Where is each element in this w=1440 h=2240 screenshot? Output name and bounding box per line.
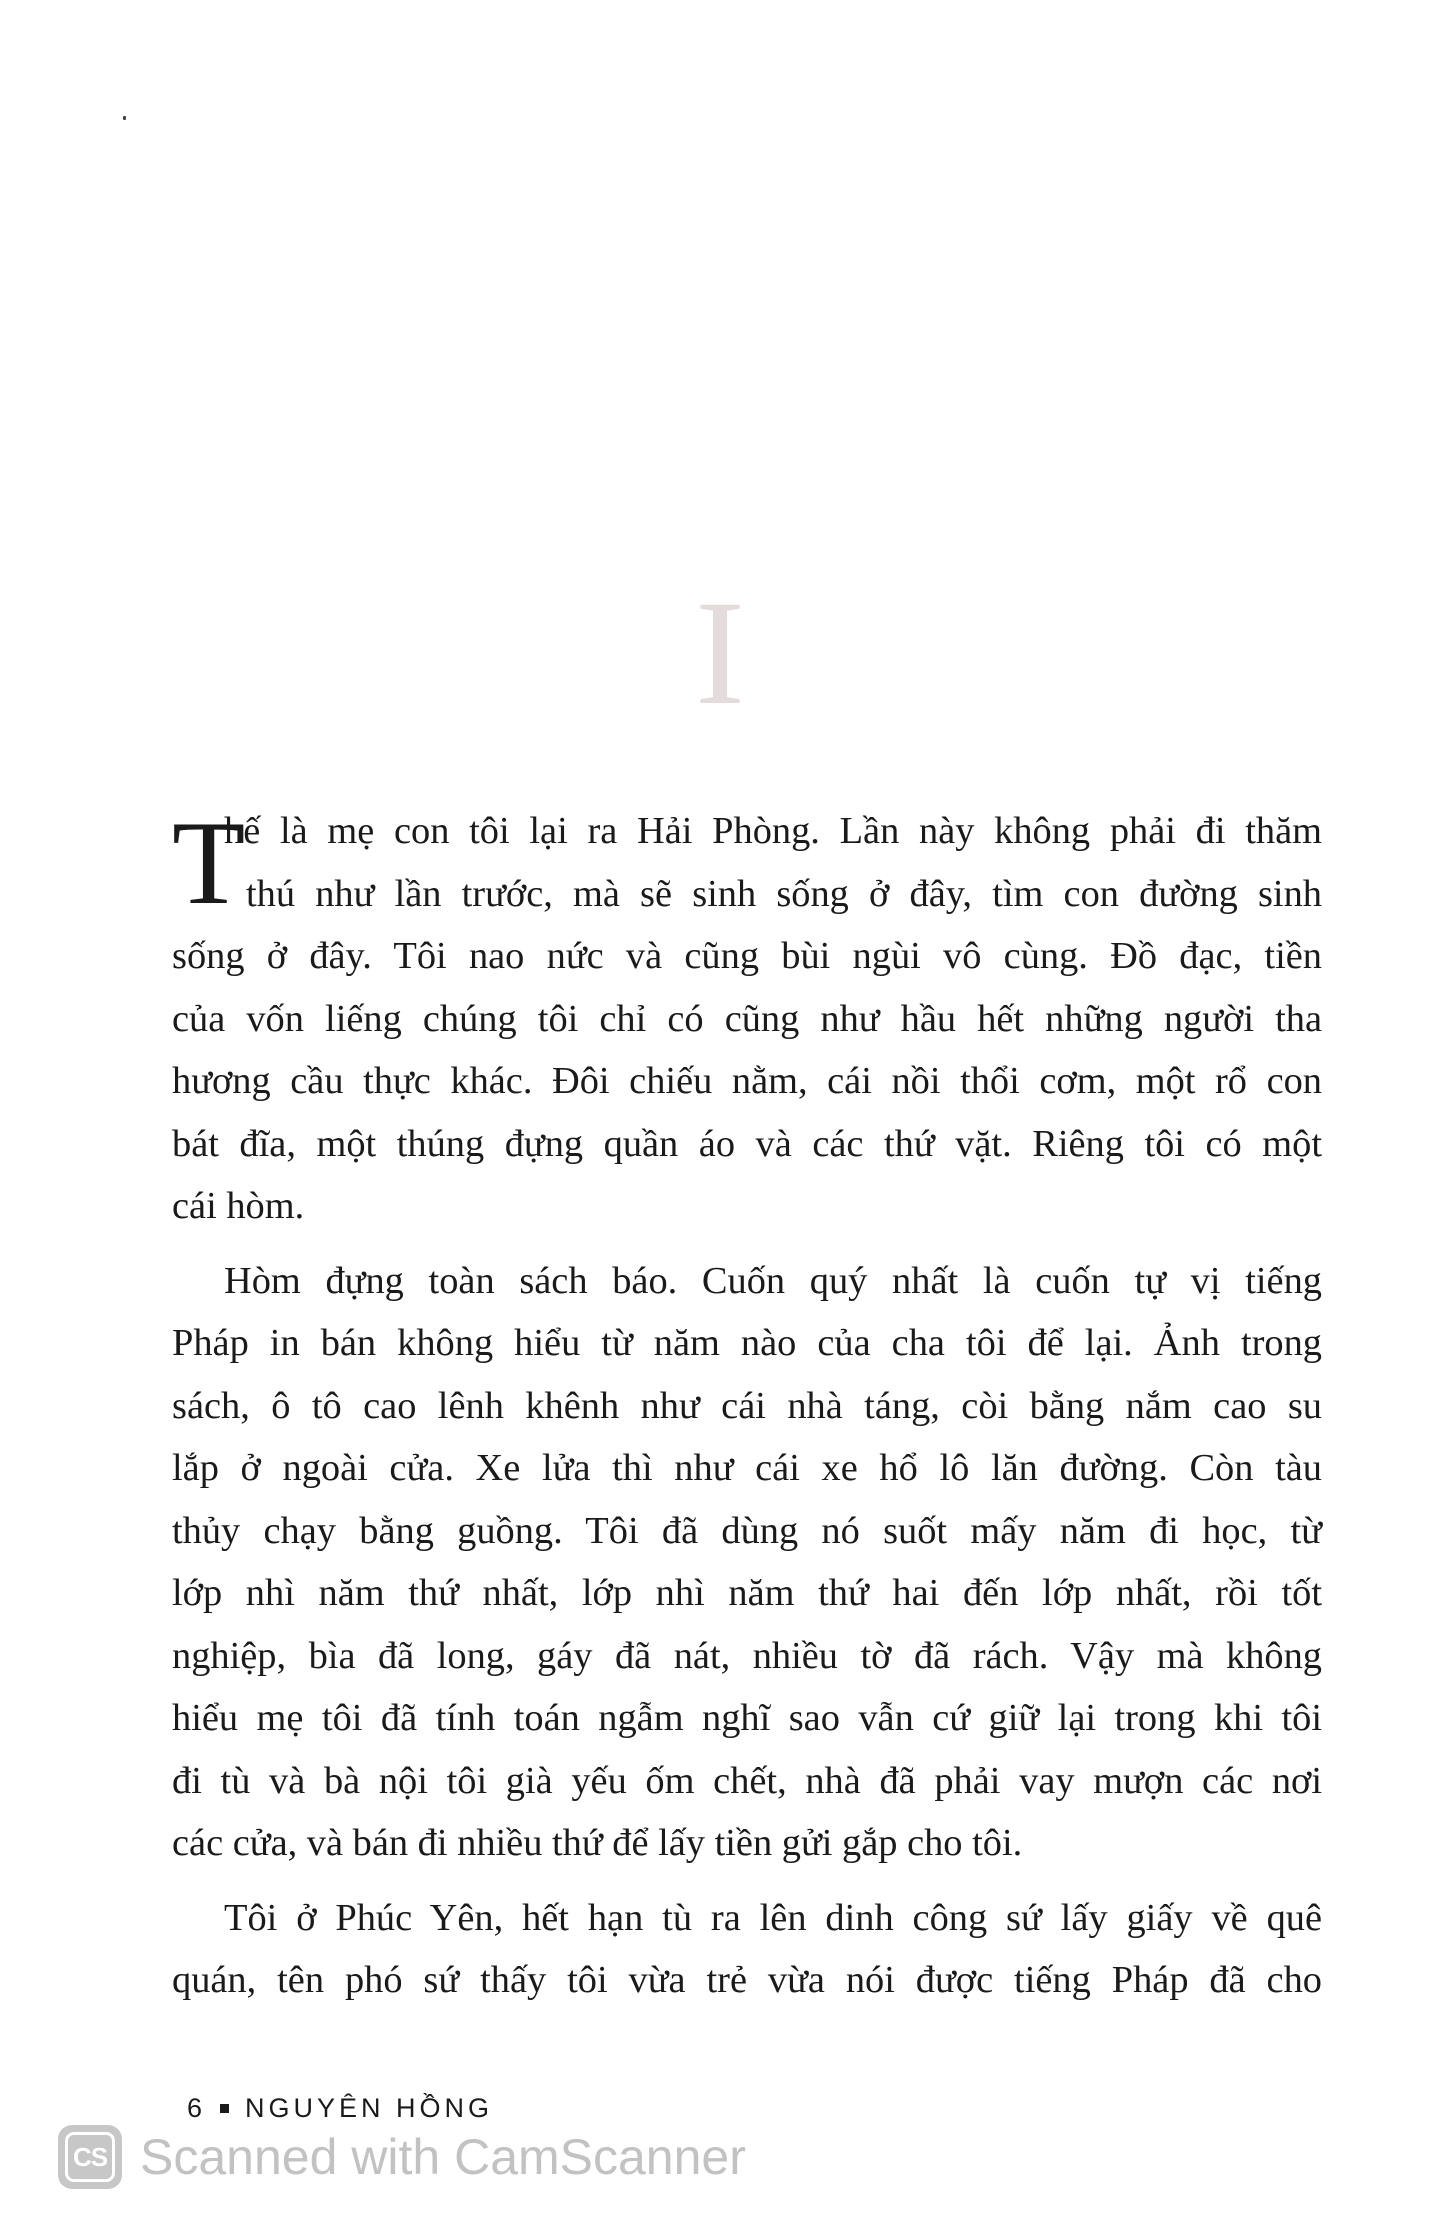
text-line: sống ở đây. Tôi nao nức và cũng bùi ngùi vô cùng. Đồ đạc, tiền [172,935,1322,977]
body-text [172,796,1322,2012]
text-line: hương cầu thực khác. Đôi chiếu nằm, cái nồi thổi cơm, một rổ con [172,1060,1322,1102]
text-line: Hòm đựng toàn sách báo. Cuốn quý nhất là cuốn tự vị tiếng [224,1259,1322,1302]
paragraph-2 [172,1250,1322,1875]
paragraph-3 [172,1887,1322,2012]
text-line: lắp ở ngoài cửa. Xe lửa thì như cái xe hổ lô lăn đường. Còn tàu [172,1447,1322,1489]
page-footer [187,2093,493,2124]
page-number: 6 [187,2093,207,2123]
text-line: quán, tên phó sứ thấy tôi vừa trẻ vừa nói được tiếng Pháp đã cho [172,1959,1322,2001]
text-line: Pháp in bán không hiểu từ năm nào của cha tôi để lại. Ảnh trong [172,1322,1322,1364]
text-line: Tôi ở Phúc Yên, hết hạn tù ra lên dinh công sứ lấy giấy về quê [224,1896,1322,1939]
text-line: hế là mẹ con tôi lại ra Hải Phòng. Lần này không phải đi thăm [224,810,1322,852]
text-line: của vốn liếng chúng tôi chỉ có cũng như hầu hết những người tha [172,997,1322,1040]
camscanner-watermark [58,2125,746,2189]
text-line: thủy chạy bằng guồng. Tôi đã dùng nó suốt mấy năm đi học, từ [172,1509,1322,1552]
footer-separator-icon [220,2104,229,2113]
author-name: NGUYÊN HỒNG [245,2093,494,2123]
text-line: sách, ô tô cao lênh khênh như cái nhà táng, còi bằng nắm cao su [172,1384,1322,1427]
text-line: lớp nhì năm thứ nhất, lớp nhì năm thứ hai đến lớp nhất, rồi tốt [172,1572,1322,1614]
paragraph-1 [172,796,1322,1238]
text-line: hiểu mẹ tôi đã tính toán ngẫm nghĩ sao vẫn cứ giữ lại trong khi tôi [172,1697,1322,1739]
drop-cap: T [172,796,246,929]
paragraph-gap [172,1875,1322,1887]
watermark-text: Scanned with CamScanner [140,2129,746,2185]
text-line: nghiệp, bìa đã long, gáy đã nát, nhiều tờ đã rách. Vậy mà không [172,1634,1322,1677]
camscanner-logo-icon [58,2125,122,2189]
text-line: bát đĩa, một thúng đựng quần áo và các thứ vặt. Riêng tôi có một [172,1122,1322,1165]
text-line: các cửa, và bán đi nhiều thứ để lấy tiền gửi gắp cho tôi. [172,1822,1023,1864]
camscanner-logo-text: CS [65,2132,115,2182]
text-line: cái hòm. [172,1185,305,1227]
text-line: đi tù và bà nội tôi già yếu ốm chết, nhà đã phải vay mượn các nơi [172,1759,1322,1802]
chapter-numeral: I [695,570,745,736]
scan-speck [123,116,126,120]
paragraph-gap [172,1238,1322,1250]
text-line: thú như lần trước, mà sẽ sinh sống ở đây, tìm con đường sinh [246,872,1322,915]
